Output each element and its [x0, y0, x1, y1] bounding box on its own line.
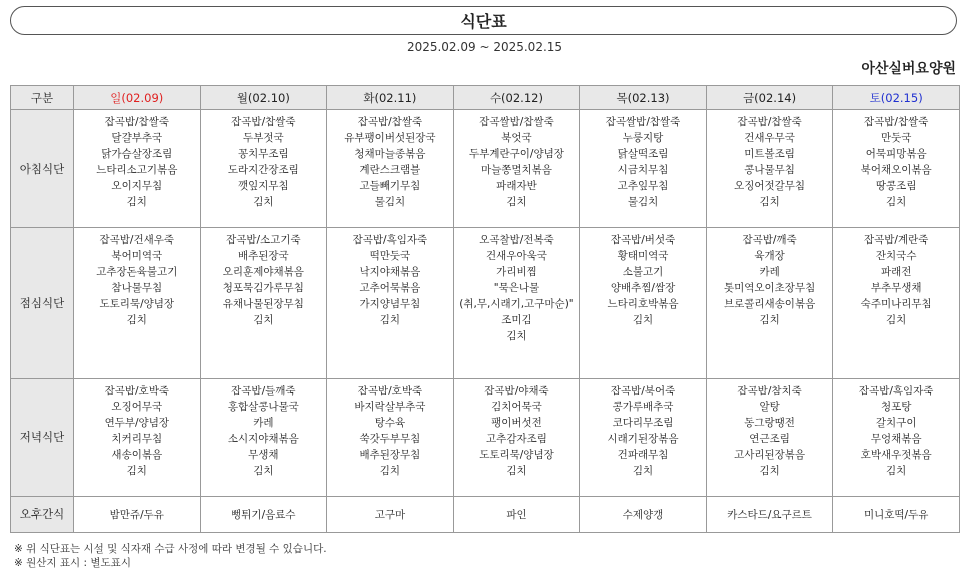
- snack-cell: 뻥튀기/음료수: [200, 496, 327, 532]
- row-label-dinner: 저녁식단: [11, 378, 74, 496]
- menu-cell: 잡곡밥/찹쌀죽 유부팽이버섯된장국 청채마늘종볶음 계란스크램블 고들빼기무침 물김치: [327, 110, 454, 228]
- menu-cell: 잡곡밥/찹쌀죽 건새우무국 미트볼조림 콩나물무침 오징어젓갈무침 김치: [706, 110, 833, 228]
- menu-cell: 잡곡밥/참치죽 알탕 동그랑땡전 연근조림 고사리된장볶음 김치: [706, 378, 833, 496]
- snack-cell: 밤만쥬/두유: [74, 496, 201, 532]
- menu-cell: 잡곡밥/찹쌀죽 만둣국 어묵피망볶음 북어채오이볶음 땅콩조림 김치: [833, 110, 960, 228]
- menu-cell: 잡곡밥/들깨죽 홍합살콩나물국 카레 소시지야채볶음 무생채 김치: [200, 378, 327, 496]
- menu-cell: 잡곡밥/버섯죽 황태미역국 소불고기 양배추찜/쌈장 느타리호박볶음 김치: [580, 228, 707, 378]
- footnote-change-notice: ※ 위 식단표는 시설 및 식자재 수급 사정에 따라 변경될 수 있습니다.: [14, 543, 327, 555]
- day-header-fri: 금(02.14): [706, 86, 833, 110]
- snack-cell: 파인: [453, 496, 580, 532]
- page-title: 식단표: [460, 12, 507, 31]
- footnotes: [14, 542, 327, 570]
- snack-cell: 고구마: [327, 496, 454, 532]
- menu-cell: 잡곡쌀밥/찹쌀죽 북엇국 두부계란구이/양념장 마늘쫑멸치볶음 파래자반 김치: [453, 110, 580, 228]
- table-row-dinner: [11, 378, 960, 496]
- day-header-sun: 일(02.09): [74, 86, 201, 110]
- menu-cell: 잡곡밥/흑임자죽 떡만둣국 낙지야채볶음 고추어묵볶음 가지양념무침 김치: [327, 228, 454, 378]
- day-header-mon: 월(02.10): [200, 86, 327, 110]
- day-header-wed: 수(02.12): [453, 86, 580, 110]
- menu-cell: 잡곡밥/흑임자죽 청포탕 갈치구이 무엉채볶음 호박새우젓볶음 김치: [833, 378, 960, 496]
- menu-cell: 잡곡밥/소고기죽 배추된장국 오리훈제야채볶음 청포묵김가루무침 유채나물된장무침 김치: [200, 228, 327, 378]
- menu-cell: 잡곡밥/계란죽 잔치국수 파래전 부추무생채 숙주미나리무침 김치: [833, 228, 960, 378]
- menu-period: 2025.02.09 ~ 2025.02.15: [406, 40, 563, 54]
- menu-cell: 잡곡밥/깨죽 육개장 카레 톳미역오이초장무침 브로콜리새송이볶음 김치: [706, 228, 833, 378]
- menu-title-box: [10, 6, 957, 35]
- menu-cell: 잡곡밥/호박죽 오징어무국 연두부/양념장 치커리무침 새송이볶음 김치: [74, 378, 201, 496]
- menu-cell: 잡곡밥/찹쌀죽 두부젓국 꽁치무조림 도라지간장조림 깻잎지무침 김치: [200, 110, 327, 228]
- menu-cell: 잡곡밥/야채죽 김치어묵국 팽이버섯전 고추감자조림 도토리묵/양념장 김치: [453, 378, 580, 496]
- snack-cell: 카스타드/요구르트: [706, 496, 833, 532]
- row-label-breakfast: 아침식단: [11, 110, 74, 228]
- meal-table: [10, 85, 960, 533]
- table-row-lunch: [11, 228, 960, 378]
- header-label: 구분: [11, 86, 74, 110]
- snack-cell: 미니호떡/두유: [833, 496, 960, 532]
- menu-cell: 잡곡밥/호박죽 바지락살부추국 탕수육 쑥갓두부무침 배추된장무침 김치: [327, 378, 454, 496]
- snack-cell: 수제양갱: [580, 496, 707, 532]
- day-header-tue: 화(02.11): [327, 86, 454, 110]
- facility-name: 아산실버요양원: [861, 61, 956, 77]
- footnote-origin: ※ 원산지 표시 : 별도표시: [14, 557, 131, 569]
- menu-cell: 잡곡밥/건새우죽 북어미역국 고추장돈육불고기 참나물무침 도토리묵/양념장 김치: [74, 228, 201, 378]
- day-header-thu: 목(02.13): [580, 86, 707, 110]
- menu-cell: 잡곡밥/북어죽 콩가루배추국 코다리무조림 시래기된장볶음 건파래무침 김치: [580, 378, 707, 496]
- menu-cell: 잡곡쌀밥/찹쌀죽 누룽지탕 닭살떡조림 시금치무침 고추잎무침 물김치: [580, 110, 707, 228]
- menu-cell: 오곡찰밥/전복죽 건새우아욱국 가리비찜 "묵은나물 (취,무,시래기,고구마순)" 조미김 김치: [453, 228, 580, 378]
- row-label-snack: 오후간식: [11, 496, 74, 532]
- table-row-snack: [11, 496, 960, 532]
- menu-cell: 잡곡밥/찹쌀죽 달걀부추국 닭가슴살장조림 느타리소고기볶음 오이지무침 김치: [74, 110, 201, 228]
- table-header-row: [11, 86, 960, 110]
- row-label-lunch: 점심식단: [11, 228, 74, 378]
- table-row-breakfast: [11, 110, 960, 228]
- day-header-sat: 토(02.15): [833, 86, 960, 110]
